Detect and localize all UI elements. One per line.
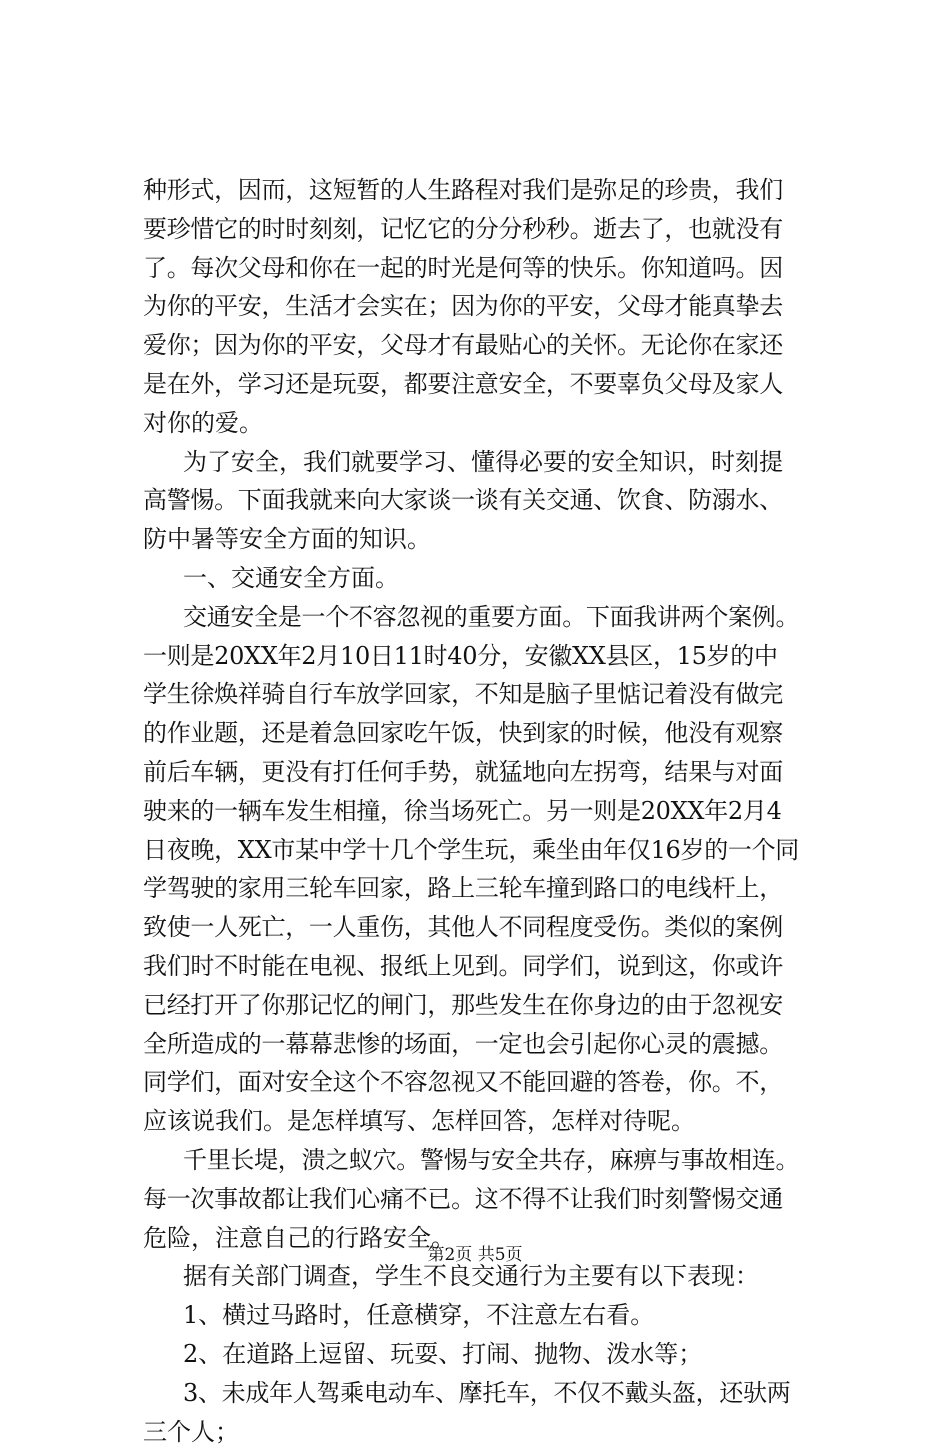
text-line: 一则是20XX年2月10日11时40分，安徽XX县区，15岁的中 (143, 637, 843, 676)
text-line: 防中暑等安全方面的知识。 (143, 520, 843, 559)
paragraph-start-line: 据有关部门调查，学生不良交通行为主要有以下表现： (143, 1257, 843, 1296)
text-line: 全所造成的一幕幕悲惨的场面，一定也会引起你心灵的震撼。 (143, 1025, 843, 1064)
section-heading: 一、交通安全方面。 (143, 559, 843, 598)
text-line: 我们时不时能在电视、报纸上见到。同学们，说到这，你或许 (143, 947, 843, 986)
list-item: 1、横过马路时，任意横穿，不注意左右看。 (143, 1296, 843, 1335)
text-line: 为你的平安，生活才会实在；因为你的平安，父母才能真挚去 (143, 287, 843, 326)
text-line: 危险，注意自己的行路安全。 (143, 1219, 843, 1258)
paragraph-start-line: 为了安全，我们就要学习、懂得必要的安全知识，时刻提 (143, 443, 843, 482)
text-line: 对你的爱。 (143, 404, 843, 443)
list-item: 3、未成年人驾乘电动车、摩托车，不仅不戴头盔，还驮两 (143, 1374, 843, 1413)
paragraph-start-line: 千里长堤，溃之蚁穴。警惕与安全共存，麻痹与事故相连。 (143, 1141, 843, 1180)
text-line: 同学们，面对安全这个不容忽视又不能回避的答卷，你。不， (143, 1063, 843, 1102)
text-line: 学驾驶的家用三轮车回家，路上三轮车撞到路口的电线杆上， (143, 869, 843, 908)
list-item: 2、在道路上逗留、玩耍、打闹、抛物、泼水等； (143, 1335, 843, 1374)
text-line: 爱你；因为你的平安，父母才有最贴心的关怀。无论你在家还 (143, 326, 843, 365)
text-line: 每一次事故都让我们心痛不已。这不得不让我们时刻警惕交通 (143, 1180, 843, 1219)
text-line: 是在外，学习还是玩耍，都要注意安全，不要辜负父母及家人 (143, 365, 843, 404)
text-line: 已经打开了你那记忆的闸门，那些发生在你身边的由于忽视安 (143, 986, 843, 1025)
text-line: 了。每次父母和你在一起的时光是何等的快乐。你知道吗。因 (143, 249, 843, 288)
text-line: 三个人； (143, 1413, 843, 1451)
text-line: 日夜晚，XX市某中学十几个学生玩，乘坐由年仅16岁的一个同 (143, 831, 843, 870)
text-line: 种形式，因而，这短暂的人生路程对我们是弥足的珍贵，我们 (143, 171, 843, 210)
text-line: 驶来的一辆车发生相撞，徐当场死亡。另一则是20XX年2月4 (143, 792, 843, 831)
page-number-footer: 第2页 共5页 (0, 1244, 950, 1266)
text-line: 前后车辆，更没有打任何手势，就猛地向左拐弯，结果与对面 (143, 753, 843, 792)
text-line: 高警惕。下面我就来向大家谈一谈有关交通、饮食、防溺水、 (143, 481, 843, 520)
paragraph-start-line: 交通安全是一个不容忽视的重要方面。下面我讲两个案例。 (143, 598, 843, 637)
text-line: 的作业题，还是着急回家吃午饭，快到家的时候，他没有观察 (143, 714, 843, 753)
text-line: 应该说我们。是怎样填写、怎样回答，怎样对待呢。 (143, 1102, 843, 1141)
text-line: 要珍惜它的时时刻刻，记忆它的分分秒秒。逝去了，也就没有 (143, 210, 843, 249)
text-line: 致使一人死亡，一人重伤，其他人不同程度受伤。类似的案例 (143, 908, 843, 947)
text-line: 学生徐焕祥骑自行车放学回家，不知是脑子里惦记着没有做完 (143, 675, 843, 714)
